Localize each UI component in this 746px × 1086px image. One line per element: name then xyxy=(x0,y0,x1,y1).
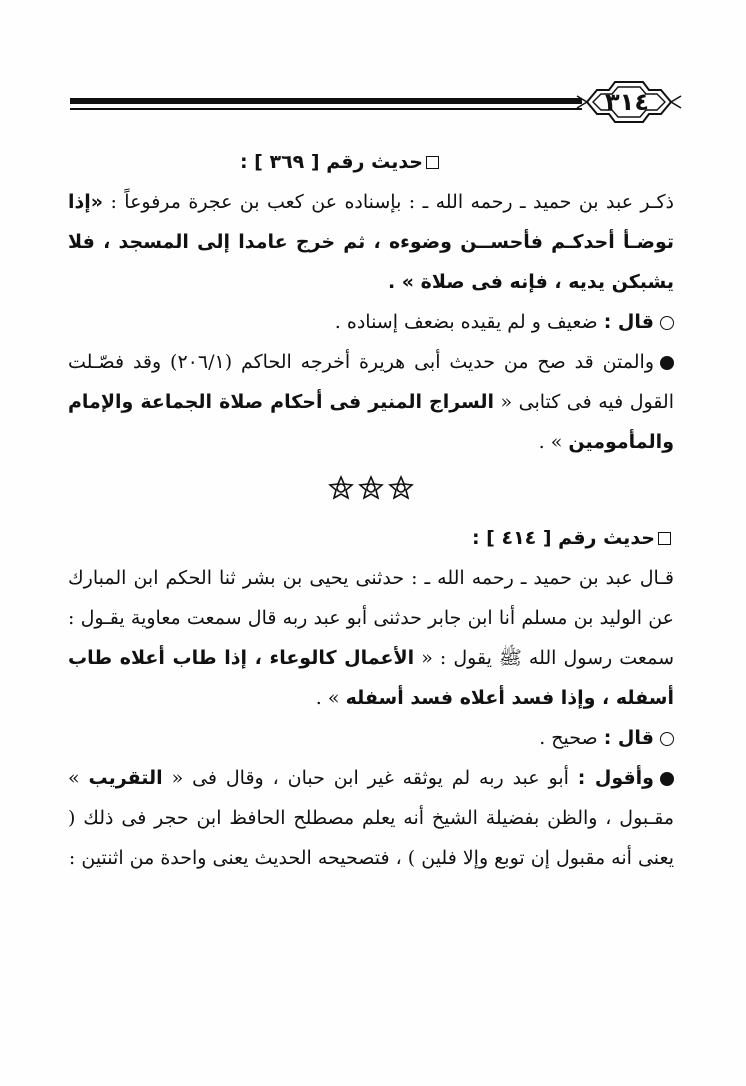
aqul-414-book: التقريب xyxy=(88,767,163,789)
circle-bullet-icon xyxy=(660,732,674,746)
said-369-paragraph xyxy=(68,302,674,342)
hadith-369-intro: ذكـر عبد بن حميد ـ رحمه الله ـ : بإسناده عن كعب بن عجرة مرفوعاً : xyxy=(110,191,674,213)
page-body xyxy=(68,140,674,878)
matn-369-end: » . xyxy=(538,431,563,453)
hadith-414-quote: الأعمال كالوعاء ، إذا طاب أعلاه طاب أسفله ، وإذا فسد أعلاه فسد أسفله xyxy=(68,647,674,709)
circle-bullet-icon xyxy=(660,316,674,330)
aqul-414-label: وأقول : xyxy=(577,767,654,789)
matn-369-paragraph xyxy=(68,342,674,462)
aqul-414-text-1: أبو عبد ربه لم يوثقه غير ابن حبان ، وقال فى « xyxy=(171,767,569,789)
hadith-414-isnad: قـال عبد بن حميد ـ رحمه الله ـ : حدثنى يحيى بن بشر ثنا الحكم ابن المبارك عن الوليد بن مسلم أنا ابن جابر حدثنى أبو عبد ربه قال سمعت معاوية يقـول : سمعت رسول الله ﷺ يقول : « xyxy=(68,567,674,669)
flower-ornament-icon xyxy=(326,474,416,502)
said-369-label: قال : xyxy=(603,311,654,333)
hadith-414-text xyxy=(68,558,674,718)
said-414-paragraph xyxy=(68,718,674,758)
page-header xyxy=(70,78,680,128)
matn-369-text: والمتن قد صح من حديث أبى هريرة أخرجه الحاكم (٢٠٦/١) وقد فصّـلت القول فيه فى كتابى « xyxy=(68,351,674,413)
square-bullet-icon xyxy=(658,532,671,545)
square-bullet-icon xyxy=(426,156,439,169)
said-414-label: قال : xyxy=(603,727,654,749)
header-rule-thin xyxy=(70,108,582,110)
hadith-414-end: » . xyxy=(315,687,340,709)
matn-369-book-title: السراج المنير فى أحكام صلاة الجماعة والإمام والمأمومين xyxy=(68,391,674,453)
hadith-369-title: حديث رقم [ ٣٦٩ ] : xyxy=(239,151,424,173)
filled-circle-bullet-icon xyxy=(660,772,674,786)
hadith-414-title: حديث رقم [ ٤١٤ ] : xyxy=(471,527,655,549)
header-rule-thick xyxy=(70,98,582,104)
hadith-369-heading xyxy=(68,142,614,182)
said-414-text: صحيح . xyxy=(539,727,598,749)
said-369-text: ضعيف و لم يقيده بضعف إسناده . xyxy=(334,311,598,333)
hadith-369-text xyxy=(68,182,674,302)
aqul-414-text-2: » مقـبول ، والظن بفضيلة الشيخ أنه يعلم مصطلح الحافظ ابن حجر فى ذلك ( يعنى أنه مقبول إن توبع وإلا فلين ) ، فتصحيحه الحديث يعنى واحدة من اثنتين : xyxy=(68,767,674,869)
page-number: ٣١٤ xyxy=(605,88,649,116)
section-separator xyxy=(68,474,674,502)
aqul-414-paragraph xyxy=(68,758,674,878)
hadith-369-quote: «إذا توضـأ أحدكـم فأحســن وضوءه ، ثم خرج عامدا إلى المسجد ، فلا يشبكن يديه ، فإنه فى صلاة » . xyxy=(68,191,674,293)
hadith-414-heading xyxy=(68,518,674,558)
filled-circle-bullet-icon xyxy=(660,356,674,370)
